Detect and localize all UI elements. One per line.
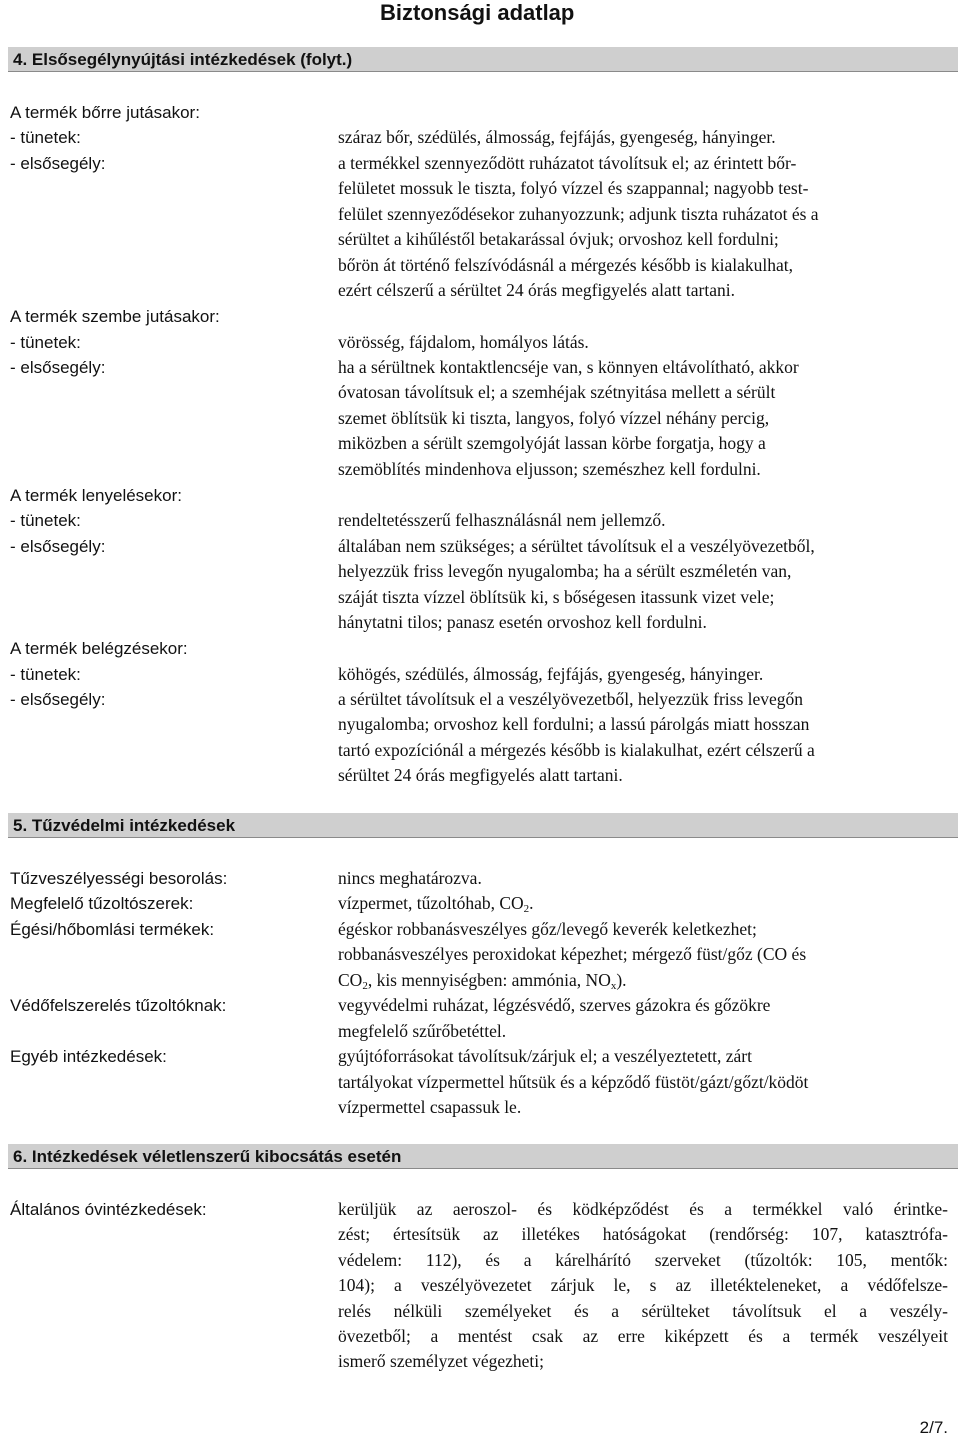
ingestion-firstaid-text	[338, 534, 948, 636]
text-line: 104); a veszélyövezetet zárjuk le, s az illetékteleneket, a védőfelsze-	[338, 1275, 948, 1296]
text-line: ismerő személyzet végezheti;	[338, 1351, 545, 1372]
text-line: tartó expozíciónál a mérgezés később is kialakulhat, ezért célszerű a	[338, 739, 815, 760]
other-measures-line-1: gyújtóforrásokat távolítsuk/zárjuk el; a veszélyeztetett, zárt	[338, 1046, 753, 1066]
text-line: sérültet a kihűléstől betakarással óvjuk; orvoshoz kell fordulni;	[338, 229, 779, 250]
section-5-heading: 5. Tűzvédelmi intézkedések	[8, 813, 958, 838]
ingestion-symptoms-label: - tünetek:	[10, 511, 81, 530]
combustion-products-label: Égési/hőbomlási termékek:	[10, 920, 215, 939]
co2-subscript: 2	[362, 980, 368, 992]
text-line: óvatosan távolítsuk el; a szemhéjak szétnyitása mellett a sérült	[338, 382, 776, 403]
text-line: hánytatni tilos; panasz esetén orvoshoz kell fordulni.	[338, 612, 707, 633]
skin-firstaid-text	[338, 151, 948, 303]
inhalation-firstaid-text	[338, 687, 948, 789]
text-line: kerüljük az aeroszol- és ködképződést és a termékkel való érintke-	[338, 1199, 948, 1219]
text-line: ezért célszerű a sérültet 24 órás megfigyelés alatt tartani.	[338, 280, 735, 301]
extinguishing-media-label: Megfelelő tűzoltószerek:	[10, 894, 194, 913]
combustion-products-line-2: robbanásveszélyes peroxidokat képezhet; mérgező füst/gőz (CO és	[338, 944, 807, 964]
skin-contact-title: A termék bőrre jutásakor:	[10, 103, 200, 122]
extinguishing-media-value	[338, 891, 534, 916]
text-line: ha a sérültnek kontaktlencséje van, s könnyen eltávolítható, akkor	[338, 357, 799, 377]
text-line: helyezzük friss levegőn nyugalomba; ha a sérült eszméletén van,	[338, 561, 792, 582]
combustion-products-line-3	[338, 968, 627, 993]
text-line: szemet öblítsük ki tiszta, langyos, folyó vízzel néhány percig,	[338, 407, 770, 428]
page-number: 2/7.	[919, 1418, 948, 1437]
text-line: száját tiszta vízzel öblítsük ki, s bőségesen itassunk vizet vele;	[338, 586, 775, 607]
other-measures-label: Egyéb intézkedések:	[10, 1047, 167, 1066]
eye-firstaid-text	[338, 355, 948, 482]
ingestion-firstaid-label: - elsősegély:	[10, 537, 106, 556]
inhalation-symptoms-label: - tünetek:	[10, 665, 81, 684]
eye-symptoms-label: - tünetek:	[10, 333, 81, 352]
text-line: sérültet 24 órás megfigyelés alatt tartani.	[338, 765, 623, 786]
other-measures-line-2: tartályokat vízpermettel hűtsük és a képződő füstöt/gázt/gőzt/ködöt	[338, 1072, 809, 1092]
firefighter-ppe-line-2: megfelelő szűrőbetéttel.	[338, 1021, 507, 1041]
text-line: védelem: 112), és a kárelhárító szerveket (tűzoltók: 105, mentők:	[338, 1249, 948, 1270]
fire-classification-value: nincs meghatározva.	[338, 868, 482, 888]
combustion-products-line-1: égéskor robbanásveszélyes gőz/levegő keverék keletkezhet;	[338, 919, 757, 939]
nox-subscript: x	[610, 980, 617, 992]
firefighter-ppe-label: Védőfelszerelés tűzoltóknak:	[10, 996, 227, 1015]
text-line: felület szennyeződésekor zuhanyozzunk; adjunk tiszta ruházatot és a	[338, 203, 819, 224]
inhalation-firstaid-label: - elsősegély:	[10, 690, 106, 709]
fire-classification-label: Tűzveszélyességi besorolás:	[10, 869, 228, 888]
section-6-heading: 6. Intézkedések véletlenszerű kibocsátás esetén	[8, 1144, 958, 1169]
eye-firstaid-label: - elsősegély:	[10, 358, 106, 377]
text-line: miközben a sérült szemgolyóját lassan körbe forgatja, hogy a	[338, 433, 766, 454]
media-text: vízpermet, tűzoltóhab, CO	[338, 893, 524, 913]
skin-symptoms-label: - tünetek:	[10, 128, 81, 147]
text-line: nyugalomba; orvoshoz kell fordulni; a lassú párolgás miatt hosszan	[338, 714, 810, 735]
firefighter-ppe-line-1: vegyvédelmi ruházat, légzésvédő, szerves gázokra és gőzökre	[338, 995, 771, 1015]
section-4-heading: 4. Elsősegélynyújtási intézkedések (folyt.)	[8, 47, 958, 72]
ingestion-title: A termék lenyelésekor:	[10, 486, 182, 505]
skin-firstaid-label: - elsősegély:	[10, 154, 106, 173]
line-end: ).	[616, 970, 627, 990]
text-line: a termékkel szennyeződött ruházatot távolítsuk el; az érintett bőr-	[338, 153, 797, 173]
text-line: övezetből; a mentést csak az erre kiképzett és a termék veszélyeit	[338, 1326, 948, 1347]
text-line: általában nem szükséges; a sérültet távolítsuk el a veszélyövezetből,	[338, 536, 815, 556]
inhalation-symptoms-text: köhögés, szédülés, álmosság, fejfájás, gyengeség, hányinger.	[338, 664, 764, 684]
text-line: felületet mossuk le tiszta, folyó vízzel és szappannal; nagyobb test-	[338, 178, 809, 199]
ingestion-symptoms-text: rendeltetésszerű felhasználásnál nem jellemző.	[338, 510, 666, 530]
co2-text: CO	[338, 970, 363, 990]
skin-symptoms-text: száraz bőr, szédülés, álmosság, fejfájás, gyengeség, hányinger.	[338, 127, 776, 147]
media-end: .	[529, 893, 534, 913]
text-line: szemöblítés mindenhova eljusson; szemészhez kell fordulni.	[338, 458, 761, 479]
general-precautions-label: Általános óvintézkedések:	[10, 1200, 207, 1219]
text-line: relés nélküli személyeket és a sérülteket távolítsuk el a veszély-	[338, 1300, 948, 1321]
media-subscript: 2	[523, 903, 530, 915]
text-line: bőrön át történő felszívódásnál a mérgezés később is kialakulhat,	[338, 254, 794, 275]
inhalation-title: A termék belégzésekor:	[10, 639, 188, 658]
ammonia-text: , kis mennyiségben: ammónia, NO	[367, 970, 611, 990]
eye-symptoms-text: vörösség, fájdalom, homályos látás.	[338, 332, 589, 352]
other-measures-line-3: vízpermettel csapassuk le.	[338, 1097, 522, 1117]
general-precautions-text	[338, 1197, 948, 1375]
document-title: Biztonsági adatlap	[380, 0, 575, 25]
eye-contact-title: A termék szembe jutásakor:	[10, 307, 220, 326]
text-line: a sérültet távolítsuk el a veszélyövezetből, helyezzük friss levegőn	[338, 689, 804, 709]
text-line: zést; értesítsük az illetékes hatóságokat (rendőrség: 107, katasztrófa-	[338, 1224, 948, 1245]
